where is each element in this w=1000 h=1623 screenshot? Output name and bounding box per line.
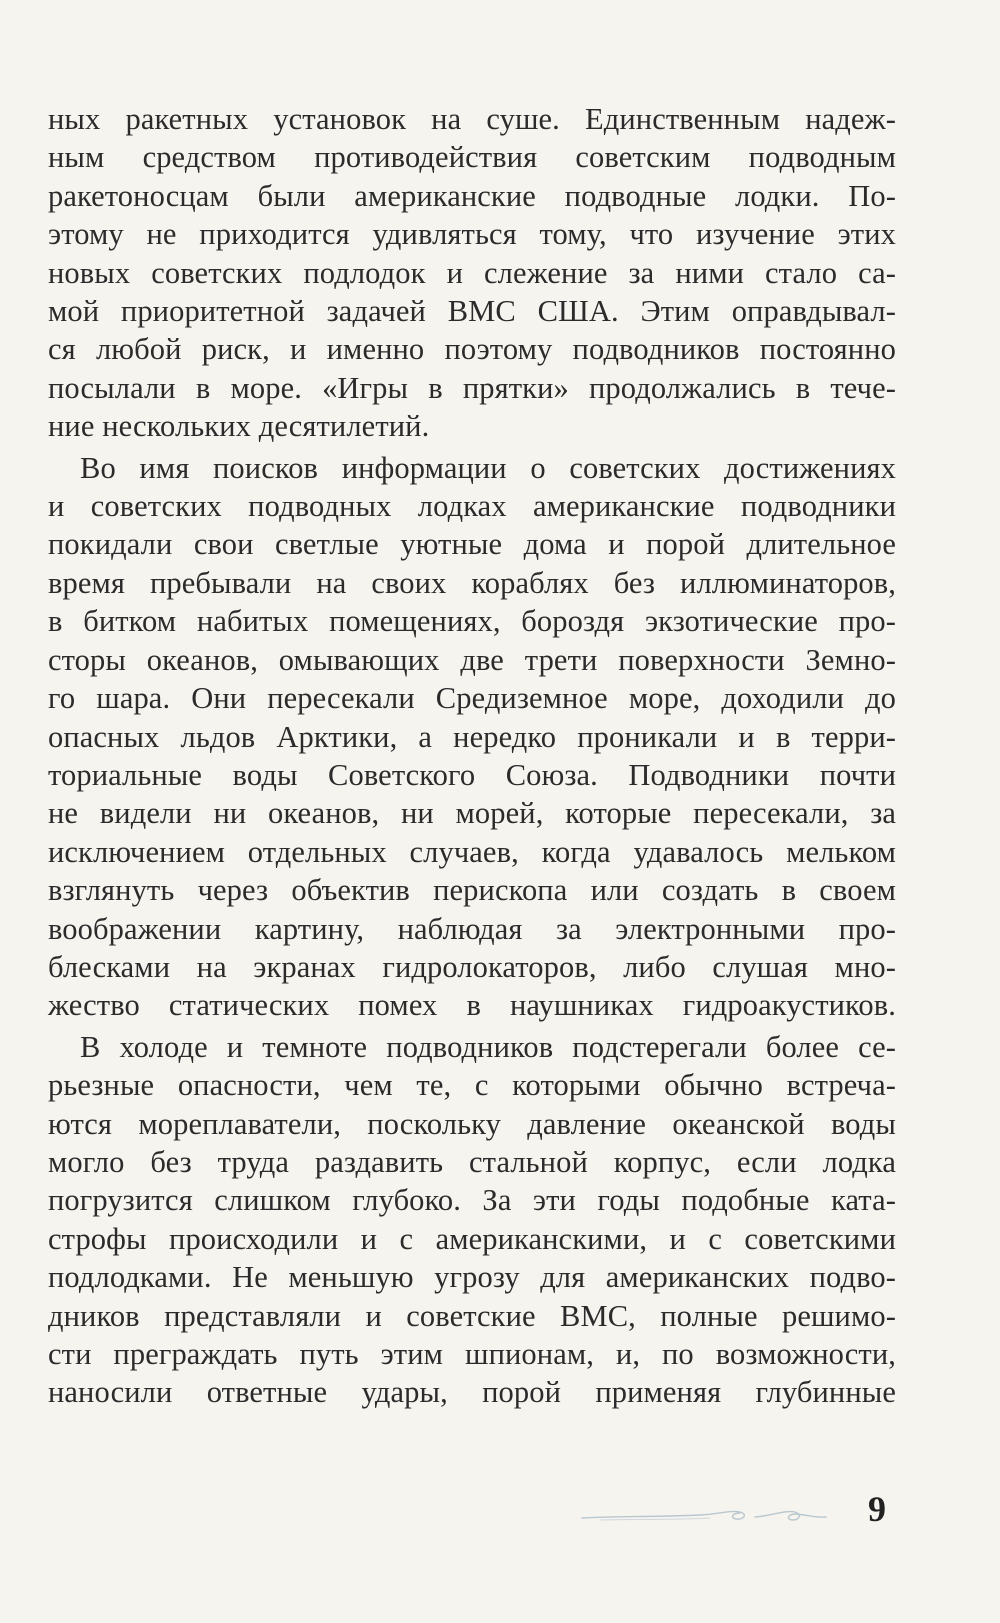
text-line: дников представляли и советские ВМС, полные решимо-	[48, 1298, 896, 1333]
text-line: время пребывали на своих кораблях без иллюминаторов,	[48, 565, 896, 600]
text-line: ются мореплаватели, поскольку давление океанской воды	[48, 1106, 896, 1141]
paragraph-2	[48, 449, 896, 1025]
text-line: сторы океанов, омывающих две трети поверхности Земно-	[48, 642, 896, 677]
paragraph-3	[48, 1028, 896, 1412]
text-line: строфы происходили и с американскими, и с советскими	[48, 1221, 896, 1256]
text-line: могло без труда раздавить стальной корпус, если лодка	[48, 1144, 896, 1179]
text-line: исключением отдельных случаев, когда удавалось мельком	[48, 834, 896, 869]
text-line: ракетоносцам были американские подводные лодки. По-	[48, 178, 896, 213]
text-line: жество статических помех в наушниках гидроакустиков.	[48, 988, 896, 1023]
text-line: в битком набитых помещениях, бороздя экзотические про-	[48, 604, 896, 639]
text-line: блесками на экранах гидролокаторов, либо слушая мно-	[48, 949, 896, 984]
text-line: воображении картину, наблюдая за электронными про-	[48, 911, 896, 946]
text-line: ториальные воды Советского Союза. Подводники почти	[48, 757, 896, 792]
wave-ornament-icon	[580, 1504, 830, 1528]
text-line: В холоде и темноте подводников подстерегали более се-	[80, 1029, 896, 1064]
text-line: Во имя поисков информации о советских достижениях	[80, 450, 896, 485]
text-line: наносили ответные удары, порой применяя глубинные	[48, 1375, 896, 1410]
text-line: ных ракетных установок на суше. Единственным надеж-	[48, 102, 896, 136]
text-line: го шара. Они пересекали Средиземное море, доходили до	[48, 681, 896, 716]
text-line: мой приоритетной задачей ВМС США. Этим оправдывал-	[48, 294, 896, 329]
text-line: новых советских подлодок и слежение за ними стало са-	[48, 255, 896, 290]
text-line: посылали в море. «Игры в прятки» продолжались в тече-	[48, 370, 896, 405]
text-line: этому не приходится удивляться тому, что изучение этих	[48, 217, 896, 252]
text-line: и советских подводных лодках американские подводники	[48, 489, 896, 524]
page-number: 9	[868, 1489, 886, 1529]
text-line: покидали свои светлые уютные дома и порой длительное	[48, 527, 896, 562]
text-line-last: ние нескольких десятилетий.	[48, 409, 430, 444]
text-line: опасных льдов Арктики, а нередко проникали и в терри-	[48, 719, 896, 754]
text-line: не видели ни океанов, ни морей, которые пересекали, за	[48, 796, 896, 831]
text-line: погрузится слишком глубоко. За эти годы подобные ката-	[48, 1183, 896, 1218]
body-text	[48, 100, 896, 1412]
text-line: ся любой риск, и именно поэтому подводников постоянно	[48, 332, 896, 367]
text-line: сти преграждать путь этим шпионам, и, по возможности,	[48, 1337, 896, 1371]
paragraph-1	[48, 100, 896, 446]
text-line: рьезные опасности, чем те, с которыми обычно встреча-	[48, 1068, 896, 1103]
text-line: подлодками. Не меньшую угрозу для американских подво-	[48, 1260, 896, 1295]
text-line: ным средством противодействия советским подводным	[48, 140, 896, 175]
text-line: взглянуть через объектив перископа или создать в своем	[48, 873, 896, 908]
